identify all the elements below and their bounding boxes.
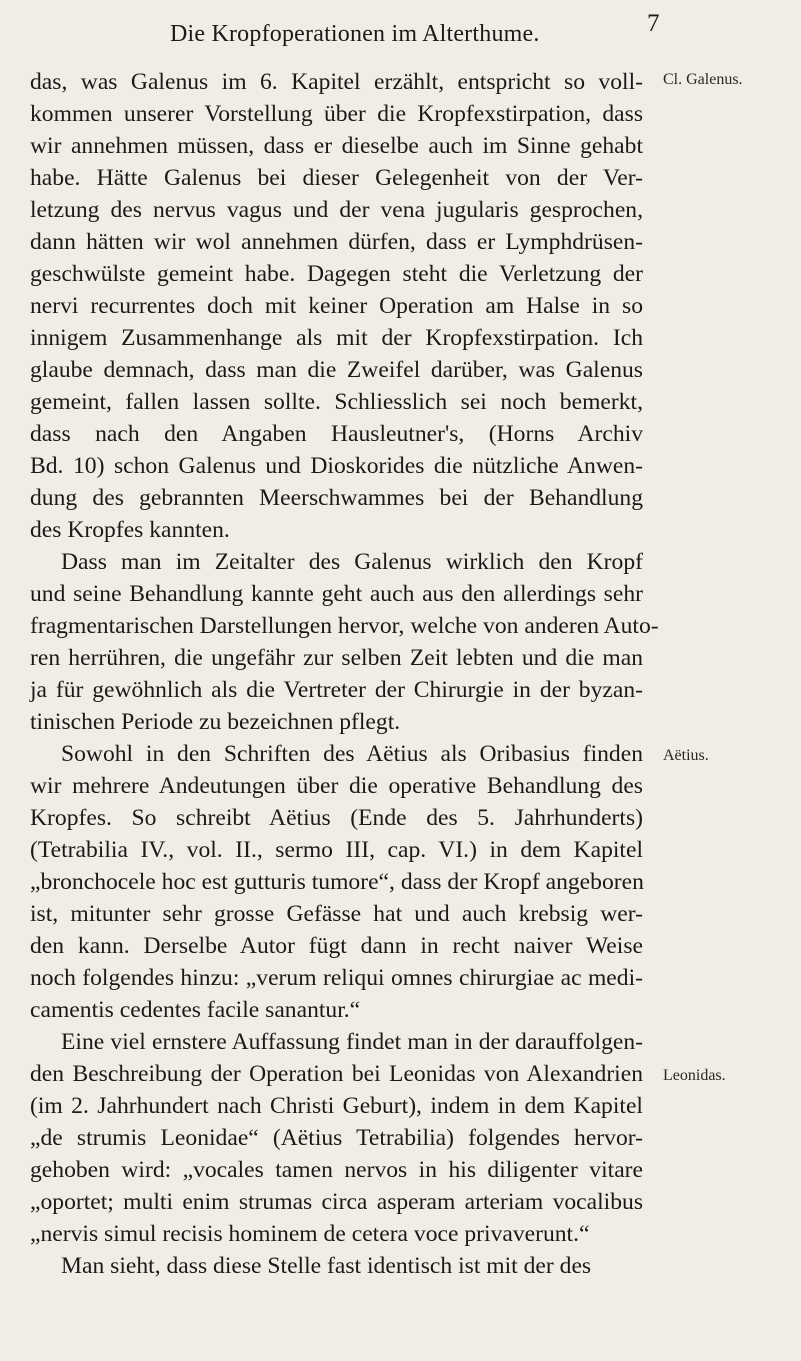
text-line: Kropfes. So schreibt Aëtius (Ende des 5. Jahrhunderts)	[30, 805, 643, 831]
text-line: camentis cedentes facile sanantur.“	[30, 997, 361, 1023]
text-line: nervi recurrentes doch mit keiner Operation am Halse in so	[30, 293, 643, 319]
text-line: (Tetrabilia IV., vol. II., sermo III, cap. VI.) in dem Kapitel	[30, 837, 643, 863]
text-line: den kann. Derselbe Autor fügt dann in recht naiver Weise	[30, 933, 643, 959]
text-line: noch folgendes hinzu: „verum reliqui omnes chirurgiae ac medi-	[30, 965, 643, 991]
text-line: Man sieht, dass diese Stelle fast identisch ist mit der des	[61, 1253, 592, 1279]
text-line: „de strumis Leonidae“ (Aëtius Tetrabilia) folgendes hervor-	[30, 1125, 643, 1151]
text-line: Sowohl in den Schriften des Aëtius als Oribasius finden	[61, 741, 643, 767]
text-line: fragmentarischen Darstellungen hervor, welche von anderen Auto-	[30, 613, 659, 639]
text-line: ren herrühren, die ungefähr zur selben Zeit lebten und die man	[30, 645, 643, 671]
text-line: wir annehmen müssen, dass er dieselbe auch im Sinne gehabt	[30, 133, 643, 159]
text-line: glaube demnach, dass man die Zweifel darüber, was Galenus	[30, 357, 643, 383]
text-line: geschwülste gemeint habe. Dagegen steht die Verletzung der	[30, 261, 643, 287]
text-line: Dass man im Zeitalter des Galenus wirklich den Kropf	[61, 549, 643, 575]
text-line: Bd. 10) schon Galenus und Dioskorides die nützliche Anwen-	[30, 453, 643, 479]
text-line: ist, mitunter sehr grosse Gefässe hat und auch krebsig wer-	[30, 901, 643, 927]
text-line: den Beschreibung der Operation bei Leonidas von Alexandrien	[30, 1061, 643, 1087]
margin-note-leonidas: Leonidas.	[663, 1067, 726, 1084]
page-number: 7	[647, 10, 660, 37]
text-line: dung des gebrannten Meerschwammes bei der Behandlung	[30, 485, 643, 511]
text-line: dass nach den Angaben Hausleutner's, (Horns Archiv	[30, 421, 643, 447]
text-line: letzung des nervus vagus und der vena jugularis gesprochen,	[30, 197, 643, 223]
text-line: habe. Hätte Galenus bei dieser Gelegenheit von der Ver-	[30, 165, 643, 191]
running-head	[0, 4, 801, 54]
text-line: tinischen Periode zu bezeichnen pflegt.	[30, 709, 401, 735]
text-line: des Kropfes kannten.	[30, 517, 230, 543]
running-title: Die Kropfoperationen im Alterthume.	[170, 21, 540, 47]
margin-note-aetius: Aëtius.	[663, 747, 709, 764]
text-line: das, was Galenus im 6. Kapitel erzählt, entspricht so voll-	[30, 69, 643, 95]
text-line: „bronchocele hoc est gutturis tumore“, dass der Kropf angeboren	[30, 869, 644, 895]
text-line: kommen unserer Vorstellung über die Kropfexstirpation, dass	[30, 101, 643, 127]
text-line: „nervis simul recisis hominem de cetera voce privaverunt.“	[30, 1221, 590, 1247]
text-line: innigem Zusammenhange als mit der Kropfexstirpation. Ich	[30, 325, 643, 351]
text-line: (im 2. Jahrhundert nach Christi Geburt), indem in dem Kapitel	[30, 1093, 643, 1119]
text-line: gehoben wird: „vocales tamen nervos in his diligenter vitare	[30, 1157, 643, 1183]
text-line: dann hätten wir wol annehmen dürfen, dass er Lymphdrüsen-	[30, 229, 643, 255]
margin-note-galenus: Cl. Galenus.	[663, 71, 743, 88]
text-line: Eine viel ernstere Auffassung findet man in der darauffolgen-	[61, 1029, 643, 1055]
text-line: ja für gewöhnlich als die Vertreter der Chirurgie in der byzan-	[30, 677, 643, 703]
text-line: wir mehrere Andeutungen über die operative Behandlung des	[30, 773, 643, 799]
text-line: gemeint, fallen lassen sollte. Schliesslich sei noch bemerkt,	[30, 389, 643, 415]
text-line: „oportet; multi enim strumas circa asperam arteriam vocalibus	[30, 1189, 643, 1215]
text-line: und seine Behandlung kannte geht auch aus den allerdings sehr	[30, 581, 643, 607]
